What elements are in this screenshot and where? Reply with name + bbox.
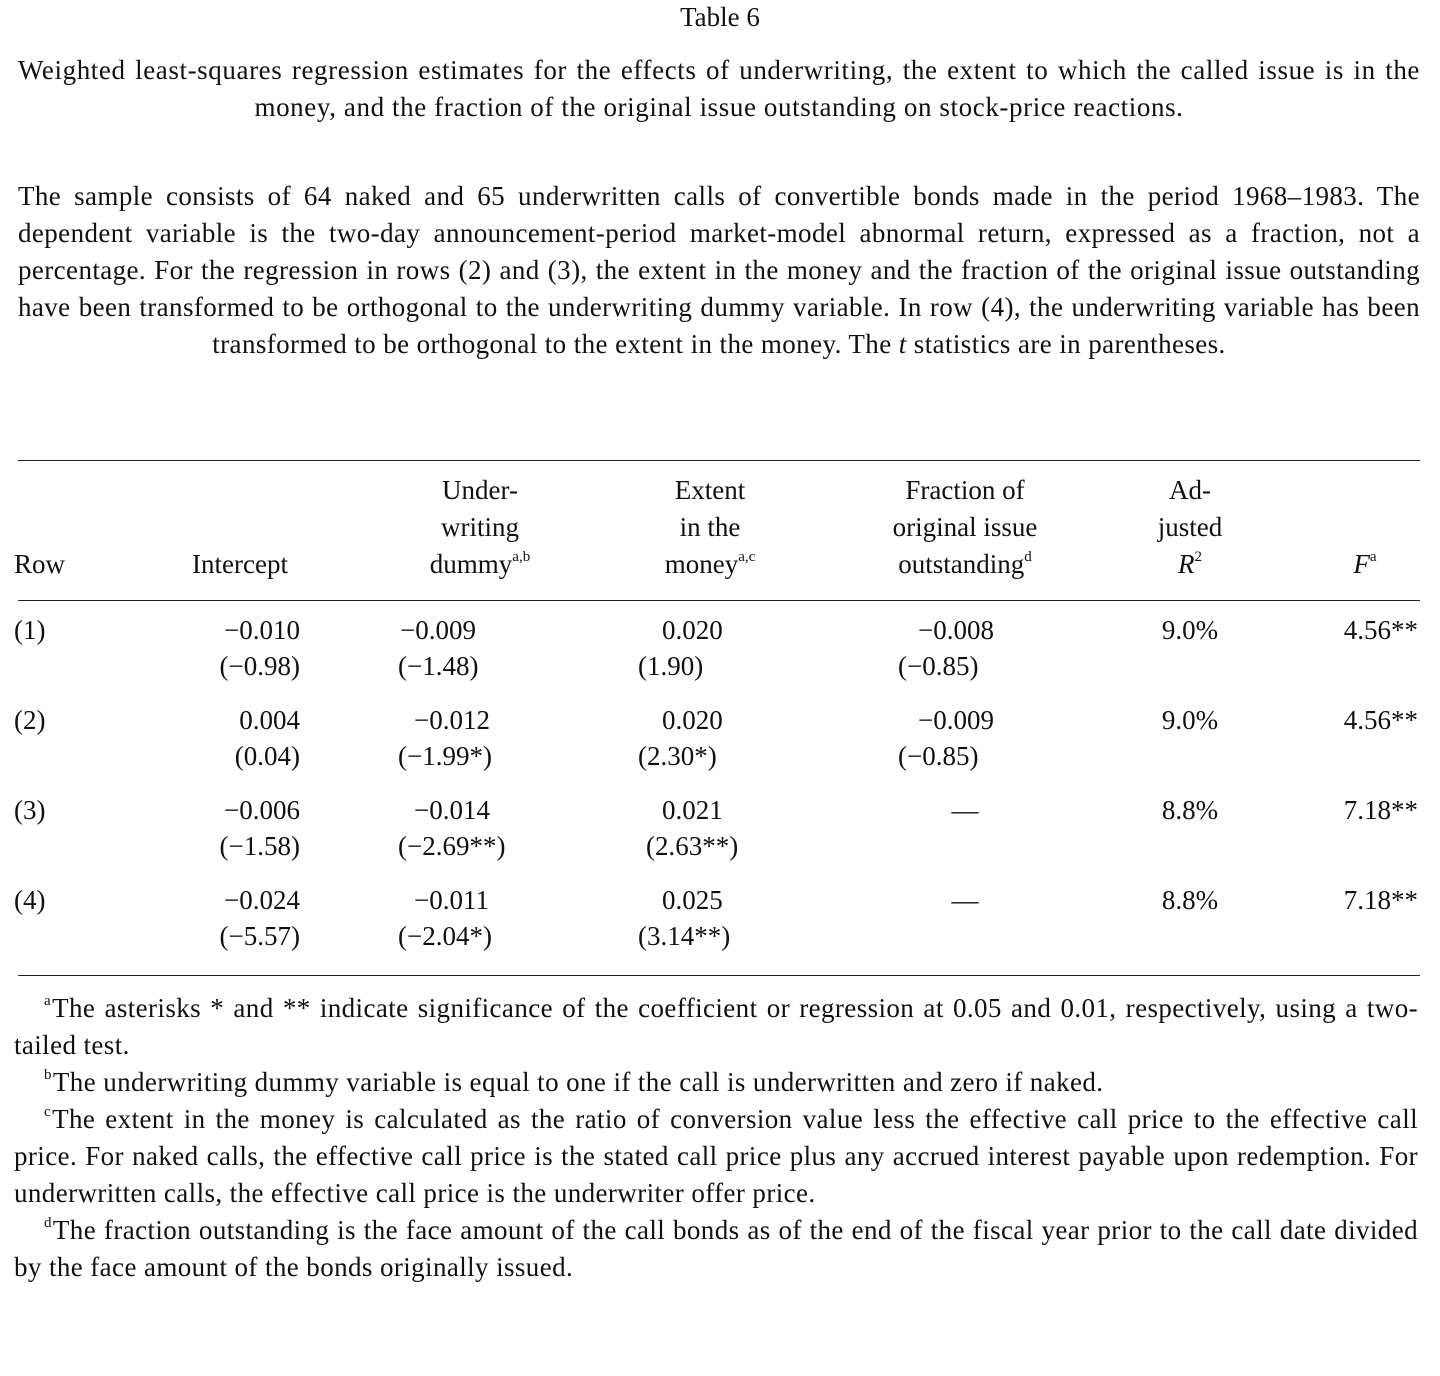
header-r2 xyxy=(1130,546,1250,583)
row-1-intercept-t: (−0.98) xyxy=(219,651,300,681)
header-row: Row xyxy=(14,549,66,579)
header-fraction-line-2: original issue xyxy=(892,512,1038,542)
row-1-underwriting: −0.009 xyxy=(400,615,476,645)
header-underwriting xyxy=(380,472,580,583)
row-1-label: (1) xyxy=(14,615,46,645)
footnote-d-text: The fraction outstanding is the face amount of the call bonds as of the end of the fiscal year prior to the call date divided by the face amount of the bonds originally issued. xyxy=(14,1215,1418,1282)
footnote-c-text: The extent in the money is calculated as the ratio of conversion value less the effective call price to the effective call price. For naked calls, the effective call price is the stated call price plus any accrued interest payable upon redemption. For underwritten calls, the effective call price is the underwriter offer price. xyxy=(14,1104,1418,1208)
row-1-f: 4.56** xyxy=(1343,615,1418,645)
header-adjusted-line-1: Ad- xyxy=(1169,475,1211,505)
header-extent-sup: a,c xyxy=(738,549,756,565)
bottom-rule xyxy=(18,975,1420,976)
header-fraction-line-3-text: outstanding xyxy=(898,549,1025,579)
header-adjusted-line-2: justed xyxy=(1157,512,1223,542)
header-underwriting-line-1: Under- xyxy=(442,475,518,505)
description-t-symbol: t xyxy=(898,329,907,359)
row-4-underwriting: −0.011 xyxy=(414,885,489,915)
header-extent xyxy=(620,472,800,583)
row-1-fraction: −0.008 xyxy=(918,615,994,645)
row-3-extent: 0.021 xyxy=(662,795,723,825)
header-f-symbol: F xyxy=(1353,549,1370,579)
row-1-underwriting-t: (−1.48) xyxy=(398,651,479,681)
row-3-f: 7.18** xyxy=(1343,795,1418,825)
row-4-f: 7.18** xyxy=(1343,885,1418,915)
header-underwriting-line-3 xyxy=(380,546,580,583)
footnote-d xyxy=(14,1212,1418,1286)
header-intercept: Intercept xyxy=(192,549,288,579)
header-fraction-sup: d xyxy=(1024,549,1032,565)
header-r2-sup: 2 xyxy=(1194,549,1202,565)
footnote-c xyxy=(14,1101,1418,1212)
row-1-intercept: −0.010 xyxy=(224,615,300,645)
row-4-adj-r2: 8.8% xyxy=(1161,885,1219,915)
row-1-adj-r2: 9.0% xyxy=(1161,615,1219,645)
header-underwriting-line-3-text: dummy xyxy=(429,549,513,579)
header-underwriting-line-2: writing xyxy=(441,512,519,542)
header-extent-line-2: in the xyxy=(679,512,741,542)
header-extent-line-3-text: money xyxy=(664,549,739,579)
header-underwriting-sup: a,b xyxy=(512,549,531,565)
header-f-sup: a xyxy=(1369,549,1377,565)
footnote-a xyxy=(14,990,1418,1064)
row-4-extent: 0.025 xyxy=(662,885,723,915)
header-extent-line-3 xyxy=(620,546,800,583)
header-rule xyxy=(18,600,1420,601)
table-description xyxy=(18,178,1420,363)
row-2-label: (2) xyxy=(14,705,46,735)
footnote-b-text: The underwriting dummy variable is equal to one if the call is underwritten and zero if naked. xyxy=(52,1067,1104,1097)
row-2-intercept: 0.004 xyxy=(239,705,300,735)
row-3-underwriting: −0.014 xyxy=(414,795,490,825)
row-3-label: (3) xyxy=(14,795,46,825)
row-3-fraction: — xyxy=(951,795,979,825)
row-2-underwriting-t: (−1.99*) xyxy=(398,741,492,771)
row-1-fraction-t: (−0.85) xyxy=(898,651,979,681)
row-1-extent-t: (1.90) xyxy=(638,651,704,681)
row-2-adj-r2: 9.0% xyxy=(1161,705,1219,735)
footnote-d-mark: d xyxy=(44,1215,52,1231)
row-2-underwriting: −0.012 xyxy=(414,705,490,735)
footnote-b xyxy=(14,1064,1418,1101)
header-fraction-line-3 xyxy=(850,546,1080,583)
row-3-underwriting-t: (−2.69**) xyxy=(398,831,506,861)
row-2-extent: 0.020 xyxy=(662,705,723,735)
table-caption: Weighted least-squares regression estimates for the effects of underwriting, the extent to which the called issue is in the money, and the fraction of the original issue outstanding on stock-price reactions. xyxy=(18,55,1420,122)
header-fraction-line-1: Fraction of xyxy=(905,475,1025,505)
header-extent-line-1: Extent xyxy=(674,475,746,505)
footnote-a-text: The asterisks * and ** indicate significance of the coefficient or regression at 0.05 and 0.01, respectively, using a two-tailed test. xyxy=(14,993,1418,1060)
description-text-1: The sample consists of 64 naked and 65 underwritten calls of convertible bonds made in the period 1968–1983. The dependent variable is the two-day announcement-period market-model abnormal return, expressed as a fraction, not a percentage. For the regression in rows (2) and (3), the extent in the money and the fraction of the original issue outstanding have been transformed to be orthogonal to the underwriting dummy variable. In row (4), the underwriting variable has been transformed to be orthogonal to the extent in the money. The xyxy=(18,181,1420,359)
header-f xyxy=(1330,546,1400,583)
row-3-adj-r2: 8.8% xyxy=(1161,795,1219,825)
row-4-fraction: — xyxy=(951,885,979,915)
row-3-intercept-t: (−1.58) xyxy=(219,831,300,861)
table-title: Table 6 xyxy=(680,2,760,32)
top-rule xyxy=(18,460,1420,461)
header-fraction xyxy=(850,472,1080,583)
row-4-intercept: −0.024 xyxy=(224,885,300,915)
row-4-intercept-t: (−5.57) xyxy=(219,921,300,951)
row-1-extent: 0.020 xyxy=(662,615,723,645)
row-2-f: 4.56** xyxy=(1343,705,1418,735)
description-text-2: statistics are in parentheses. xyxy=(906,329,1226,359)
row-2-fraction-t: (−0.85) xyxy=(898,741,979,771)
footnotes xyxy=(14,990,1418,1286)
row-2-intercept-t: (0.04) xyxy=(234,741,300,771)
header-r2-symbol: R xyxy=(1178,549,1195,579)
footnote-c-mark: c xyxy=(44,1104,52,1120)
row-4-extent-t: (3.14**) xyxy=(638,921,731,951)
row-2-fraction: −0.009 xyxy=(918,705,994,735)
row-4-label: (4) xyxy=(14,885,46,915)
header-adjusted-r2 xyxy=(1130,472,1250,583)
row-3-extent-t: (2.63**) xyxy=(646,831,739,861)
footnote-b-mark: b xyxy=(44,1067,52,1083)
row-2-extent-t: (2.30*) xyxy=(638,741,717,771)
row-3-intercept: −0.006 xyxy=(224,795,300,825)
footnote-a-mark: a xyxy=(44,993,52,1009)
row-4-underwriting-t: (−2.04*) xyxy=(398,921,492,951)
